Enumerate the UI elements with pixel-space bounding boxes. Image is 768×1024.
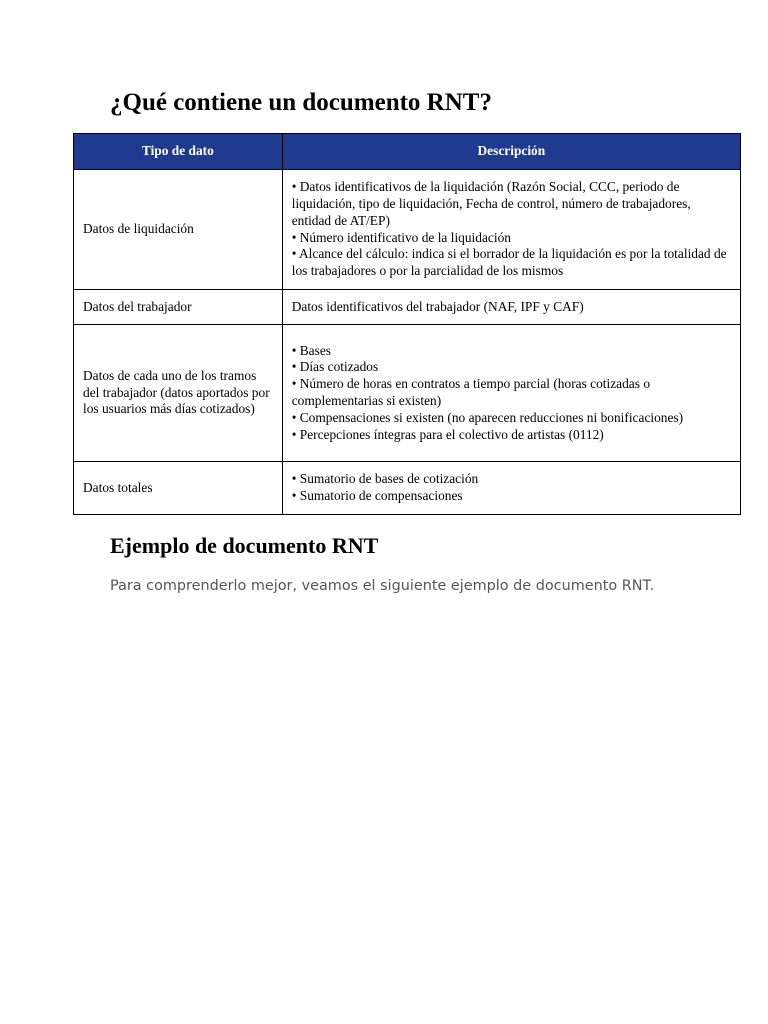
description-line: • Datos identificativos de la liquidación (Razón Social, CCC, periodo de liquidación, tipo de liquidación, Fecha de control, número de trabajadores, entidad de AT/EP) (291, 179, 691, 228)
table-row (74, 462, 741, 515)
description-line: • Percepciones íntegras para el colectivo de artistas (0112) (291, 426, 604, 442)
table-row (74, 290, 741, 325)
type-cell: Datos totales (74, 462, 283, 515)
header-tipo-de-dato: Tipo de dato (74, 134, 283, 170)
description-line: • Número de horas en contratos a tiempo parcial (horas cotizadas o complementarias si existen) (291, 376, 651, 408)
description-line: • Alcance del cálculo: indica si el borrador de la liquidación es por la totalidad de los trabajadores o por la parcialidad de los mismos (291, 246, 727, 279)
table-header-row (74, 134, 741, 170)
description-line: • Sumatorio de bases de cotización (291, 471, 479, 487)
table-row (74, 325, 741, 462)
header-descripcion: Descripción (282, 134, 740, 170)
intro-paragraph: Para comprenderlo mejor, veamos el siguiente ejemplo de documento RNT. (110, 578, 655, 594)
rnt-content-table (73, 133, 741, 515)
table-row (74, 170, 741, 290)
description-cell (282, 325, 740, 462)
section-heading: Ejemplo de documento RNT (110, 533, 379, 558)
type-cell: Datos de cada uno de los tramos del trabajador (datos aportados por los usuarios más días cotizados) (74, 325, 283, 462)
description-line: Datos identificativos del trabajador (NAF, IPF y CAF) (291, 298, 584, 314)
description-cell (282, 462, 740, 515)
description-line: • Bases (291, 342, 331, 358)
description-line: • Días cotizados (291, 359, 379, 375)
description-cell (282, 290, 740, 325)
description-line: • Compensaciones si existen (no aparecen reducciones ni bonificaciones) (291, 409, 684, 425)
type-cell: Datos del trabajador (74, 290, 283, 325)
description-line: • Sumatorio de compensaciones (291, 488, 463, 503)
description-cell (282, 170, 740, 290)
description-line: • Número identificativo de la liquidación (291, 229, 511, 245)
page-title: ¿Qué contiene un documento RNT? (110, 89, 492, 116)
type-cell: Datos de liquidación (74, 170, 283, 290)
